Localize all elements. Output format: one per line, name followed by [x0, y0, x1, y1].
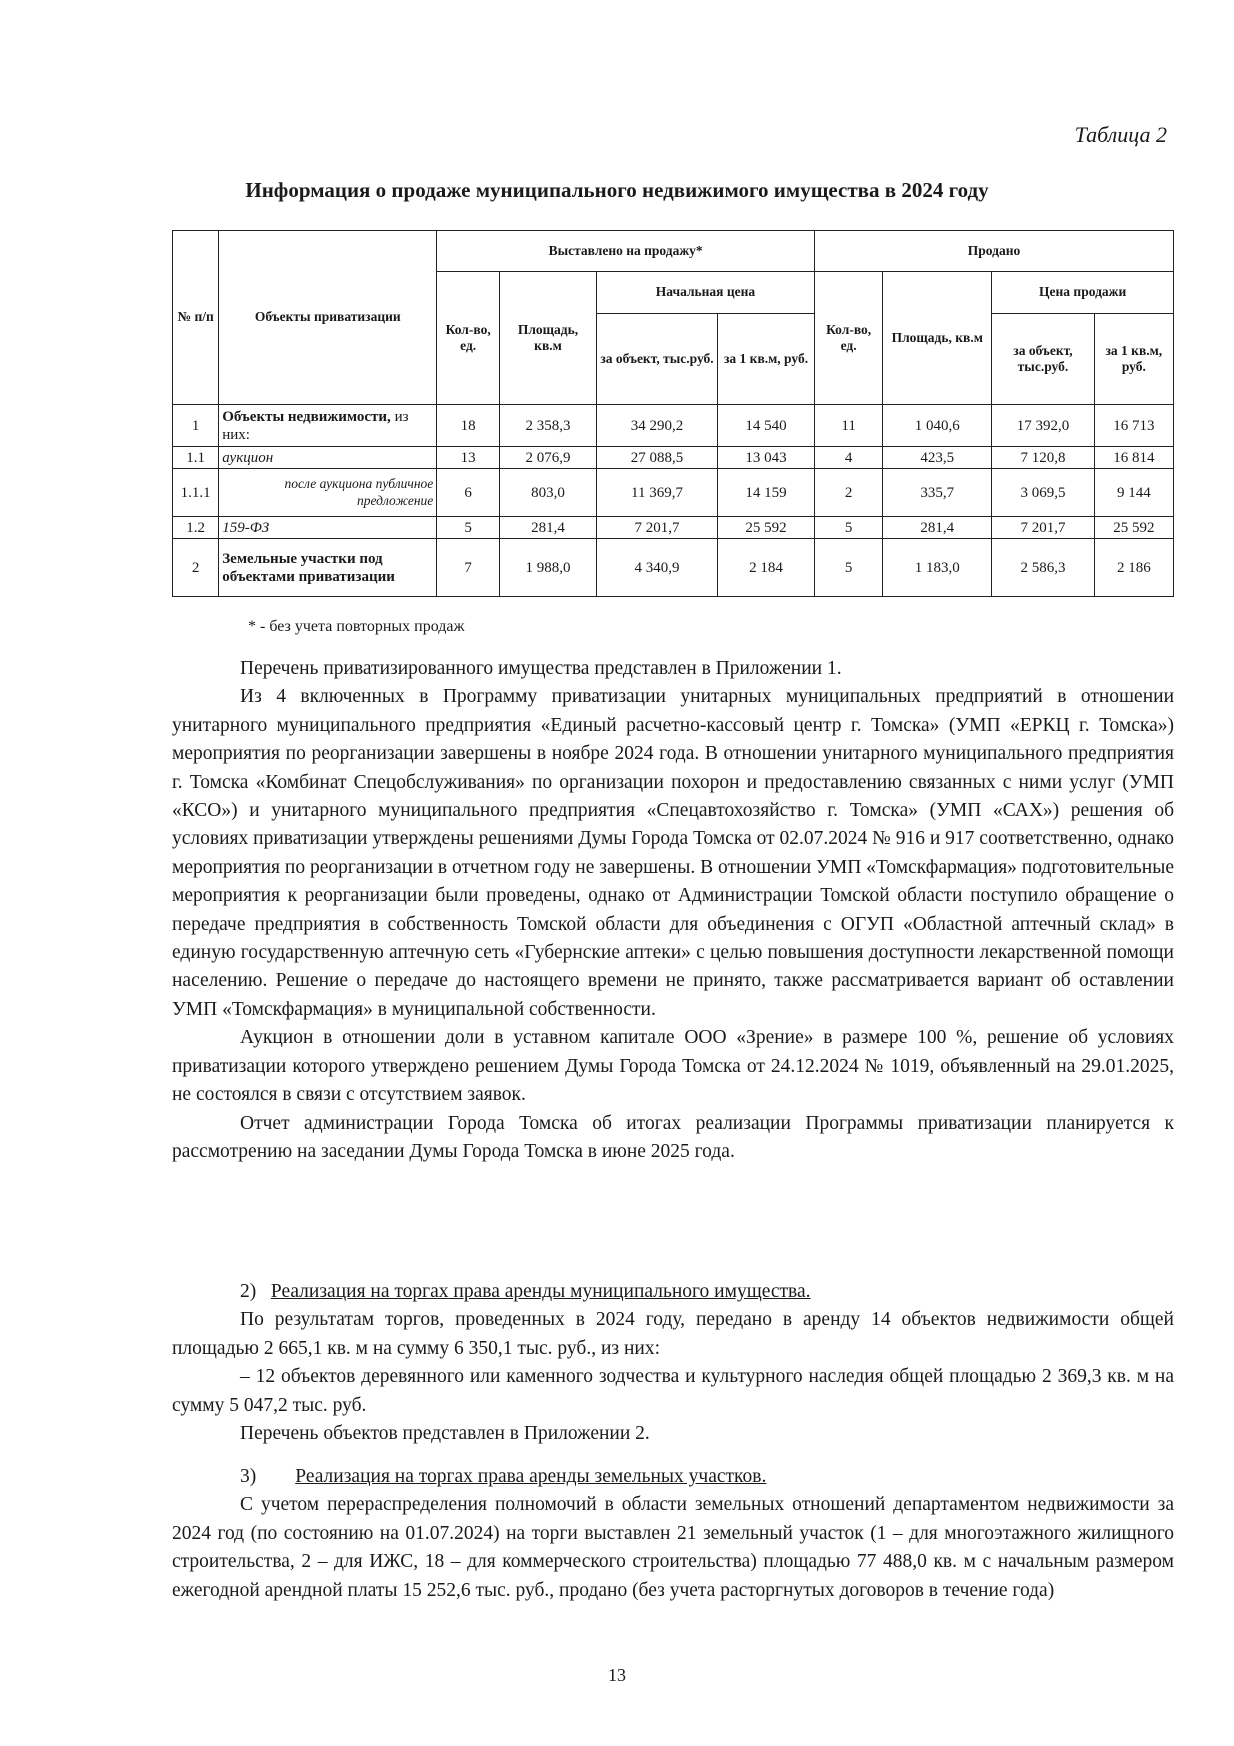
- table-label: Таблица 2: [1074, 122, 1167, 147]
- privatization-table: [172, 230, 1174, 597]
- paragraph: – 12 объектов деревянного или каменного зодчества и культурного наследия общей площадью 2 369,3 кв. м на сумму 5 047,2 тыс. руб.: [172, 1366, 1174, 1416]
- cell-num: 1.2: [173, 517, 219, 539]
- table-row: [173, 539, 1174, 597]
- cell-offered-count: 18: [437, 405, 500, 447]
- table-row: [173, 447, 1174, 469]
- header-num: № п/п: [173, 231, 219, 405]
- page-number: 13: [608, 1665, 626, 1685]
- body-section-2: [172, 1278, 1174, 1448]
- header-initial-per-object: за объект, тыс.руб.: [596, 314, 717, 405]
- header-initial-per-sqm: за 1 кв.м, руб.: [718, 314, 815, 405]
- header-sold-group: Продано: [814, 231, 1173, 272]
- table-row: [173, 405, 1174, 447]
- cell-initial-per-object: 7 201,7: [596, 517, 717, 539]
- cell-sold-area: 1 040,6: [883, 405, 992, 447]
- cell-num: 1: [173, 405, 219, 447]
- paragraph: С учетом перераспределения полномочий в области земельных отношений департаментом недвижимости за 2024 год (по состоянию на 01.07.2024) на торги выставлен 21 земельный участок (1 – для многоэтажного жилищного строительства, 2 – для ИЖС, 18 – для коммерческого строительства) площадью 77 488,0 кв. м с начальным размером ежегодной арендной платы 15 252,6 тыс. руб., продано (без учета расторгнутых договоров в течение года): [172, 1494, 1174, 1601]
- cell-sale-per-sqm: 25 592: [1094, 517, 1173, 539]
- cell-offered-count: 7: [437, 539, 500, 597]
- heading-number: 2): [240, 1281, 257, 1302]
- heading-number: 3): [240, 1466, 257, 1487]
- cell-sale-per-object: 7 201,7: [992, 517, 1094, 539]
- cell-name: [219, 405, 437, 447]
- cell-sale-per-sqm: 16 814: [1094, 447, 1173, 469]
- section-heading-3: [172, 1463, 1174, 1491]
- cell-sale-per-sqm: 16 713: [1094, 405, 1173, 447]
- cell-sold-area: 335,7: [883, 469, 992, 517]
- cell-offered-area: 2 076,9: [500, 447, 597, 469]
- cell-initial-per-sqm: 13 043: [718, 447, 815, 469]
- cell-sold-area: 281,4: [883, 517, 992, 539]
- paragraph: Отчет администрации Города Томска об итогах реализации Программы приватизации планируется к рассмотрению на заседании Думы Города Томска в июне 2025 года.: [172, 1112, 1174, 1162]
- cell-sold-count: 2: [814, 469, 882, 517]
- cell-sale-per-sqm: 9 144: [1094, 469, 1173, 517]
- table-row: [173, 469, 1174, 517]
- paragraph: Аукцион в отношении доли в уставном капитале ООО «Зрение» в размере 100 %, решение об условиях приватизации которого утверждено решением Думы Города Томска от 24.12.2024 № 1019, объявленный на 29.01.2025, не состоялся в связи с отсутствием заявок.: [172, 1027, 1174, 1106]
- header-sale-per-sqm: за 1 кв.м, руб.: [1094, 314, 1173, 405]
- cell-offered-count: 13: [437, 447, 500, 469]
- cell-sold-count: 4: [814, 447, 882, 469]
- header-sold-count: Кол-во, ед.: [814, 272, 882, 405]
- table-row: [173, 517, 1174, 539]
- header-offered-area: Площадь, кв.м: [500, 272, 597, 405]
- paragraph: Перечень объектов представлен в Приложении 2.: [240, 1423, 650, 1445]
- cell-initial-per-object: 4 340,9: [596, 539, 717, 597]
- header-offered-count: Кол-во, ед.: [437, 272, 500, 405]
- cell-name-rest: из них:: [222, 408, 409, 443]
- cell-name: Земельные участки под объектами приватизации: [219, 539, 437, 597]
- table-footnote: * - без учета повторных продаж: [248, 618, 465, 635]
- heading-text: Реализация на торгах права аренды муниципального имущества.: [270, 1281, 811, 1302]
- cell-initial-per-sqm: 14 159: [718, 469, 815, 517]
- cell-sale-per-sqm: 2 186: [1094, 539, 1173, 597]
- body-section-1: [172, 655, 1174, 1166]
- header-objects: Объекты приватизации: [219, 231, 437, 405]
- header-sale-per-object: за объект, тыс.руб.: [992, 314, 1094, 405]
- cell-name: 159-ФЗ: [219, 517, 437, 539]
- cell-sold-count: 5: [814, 539, 882, 597]
- cell-offered-area: 1 988,0: [500, 539, 597, 597]
- cell-name: после аукциона публичное предложение: [219, 469, 437, 517]
- cell-offered-count: 5: [437, 517, 500, 539]
- cell-sold-count: 11: [814, 405, 882, 447]
- cell-num: 1.1.1: [173, 469, 219, 517]
- cell-name: аукцион: [219, 447, 437, 469]
- cell-sale-per-object: 7 120,8: [992, 447, 1094, 469]
- cell-offered-area: 803,0: [500, 469, 597, 517]
- cell-initial-per-object: 34 290,2: [596, 405, 717, 447]
- paragraph: По результатам торгов, проведенных в 2024 году, передано в аренду 14 объектов недвижимости общей площадью 2 665,1 кв. м на сумму 6 350,1 тыс. руб., из них:: [172, 1309, 1174, 1359]
- cell-sale-per-object: 2 586,3: [992, 539, 1094, 597]
- cell-initial-per-object: 27 088,5: [596, 447, 717, 469]
- paragraph: Из 4 включенных в Программу приватизации унитарных муниципальных предприятий в отношении унитарного муниципального предприятия «Единый расчетно-кассовый центр г. Томска» (УМП «ЕРКЦ г. Томска») мероприятия по реорганизации завершены в ноябре 2024 года. В отношении унитарного муниципального предприятия г. Томска «Комбинат Спецобслуживания» по организации похорон и предоставлению связанных с ними услуг (УМП «КСО») и унитарного муниципального предприятия «Спецавтохозяйство г. Томска» (УМП «САХ») решения об условиях приватизации утверждены решениями Думы Города Томска от 02.07.2024 № 916 и 917 соответственно, однако мероприятия по реорганизации в отчетном году не завершены. В отношении УМП «Томскфармация» подготовительные мероприятия к реорганизации были проведены, однако от Администрации Томской области поступило обращение о передаче предприятия в собственность Томской области для объединения с ОГУП «Областной аптечный склад» в единую государственную аптечную сеть «Губернские аптеки» с целью повышения доступности лекарственной помощи населению. Решение о передаче до настоящего времени не принято, также рассматривается вариант об оставлении УМП «Томскфармация» в муниципальной собственности.: [172, 686, 1174, 1020]
- heading-text: Реализация на торгах права аренды земельных участков.: [295, 1466, 767, 1487]
- cell-offered-count: 6: [437, 469, 500, 517]
- body-section-3: [172, 1463, 1174, 1605]
- cell-initial-per-sqm: 14 540: [718, 405, 815, 447]
- cell-num: 1.1: [173, 447, 219, 469]
- paragraph: Перечень приватизированного имущества представлен в Приложении 1.: [240, 658, 842, 679]
- header-sold-area: Площадь, кв.м: [883, 272, 992, 405]
- header-initial-price: Начальная цена: [596, 272, 814, 314]
- cell-sold-area: 423,5: [883, 447, 992, 469]
- section-heading-2: [172, 1278, 1174, 1306]
- table-title: Информация о продаже муниципального недвижимого имущества в 2024 году: [245, 178, 989, 202]
- cell-offered-area: 281,4: [500, 517, 597, 539]
- cell-initial-per-object: 11 369,7: [596, 469, 717, 517]
- cell-initial-per-sqm: 2 184: [718, 539, 815, 597]
- header-offered-group: Выставлено на продажу*: [437, 231, 815, 272]
- header-sale-price: Цена продажи: [992, 272, 1174, 314]
- cell-name-bold: Объекты недвижимости,: [222, 408, 391, 425]
- cell-sold-area: 1 183,0: [883, 539, 992, 597]
- cell-initial-per-sqm: 25 592: [718, 517, 815, 539]
- cell-sale-per-object: 3 069,5: [992, 469, 1094, 517]
- cell-sale-per-object: 17 392,0: [992, 405, 1094, 447]
- cell-sold-count: 5: [814, 517, 882, 539]
- cell-offered-area: 2 358,3: [500, 405, 597, 447]
- cell-num: 2: [173, 539, 219, 597]
